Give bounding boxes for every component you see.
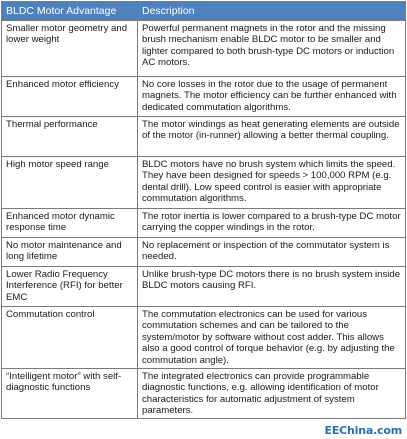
advantage-cell: “Intelligent motor” with self-diagnostic functions [2, 369, 138, 419]
table-row [2, 21, 406, 77]
advantage-cell: Lower Radio Frequency Interference (RFI) for better EMC [2, 267, 138, 307]
table-row [2, 117, 406, 157]
table-row [2, 369, 406, 419]
description-cell: The commutation electronics can be used for various commutation schemes and can be tailored to the system/motor by software without cost adder. This allows also a good control of torque behavior (e.g. by adjusting the commutation angle). [138, 307, 406, 369]
table-row [2, 157, 406, 209]
advantage-cell: Enhanced motor efficiency [2, 77, 138, 117]
table-row [2, 238, 406, 267]
table-row [2, 209, 406, 238]
table-header-row [2, 2, 406, 21]
table-row [2, 307, 406, 369]
advantage-cell: Commutation control [2, 307, 138, 369]
table-row [2, 267, 406, 307]
header-advantage: BLDC Motor Advantage [2, 2, 138, 21]
header-description: Description [138, 2, 406, 21]
description-cell: The motor windings as heat generating elements are outside of the motor (in-runner) allowing a better thermal coupling. [138, 117, 406, 157]
advantage-cell: Enhanced motor dynamic response time [2, 209, 138, 238]
description-cell: Unlike brush-type DC motors there is no brush system inside BLDC motors causing RFI. [138, 267, 406, 307]
description-cell: No replacement or inspection of the commutator system is needed. [138, 238, 406, 267]
description-cell: Powerful permanent magnets in the rotor and the missing brush mechanism enable BLDC motor to be smaller and lighter compared to both brush-type DC motors or induction AC motors. [138, 21, 406, 77]
advantage-cell: High motor speed range [2, 157, 138, 209]
advantage-cell: No motor maintenance and long lifetime [2, 238, 138, 267]
advantage-cell: Thermal performance [2, 117, 138, 157]
bldc-advantages-table [1, 1, 406, 419]
description-cell: No core losses in the rotor due to the usage of permanent magnets. The motor efficiency can be further enhanced with dedicated commutation algorithms. [138, 77, 406, 117]
description-cell: The integrated electronics can provide programmable diagnostic functions, e.g. allowing identification of motor characteristics for automatic adjustment of system parameters. [138, 369, 406, 419]
description-cell: BLDC motors have no brush system which limits the speed. They have been designed for speeds > 100,000 RPM (e.g. dental drill). Low speed control is easier with appropriate commutation algorithms. [138, 157, 406, 209]
table-row [2, 77, 406, 117]
advantage-cell: Smaller motor geometry and lower weight [2, 21, 138, 77]
description-cell: The rotor inertia is lower compared to a brush-type DC motor carrying the copper windings in the rotor. [138, 209, 406, 238]
watermark-logo: EEChina.com [324, 424, 402, 437]
